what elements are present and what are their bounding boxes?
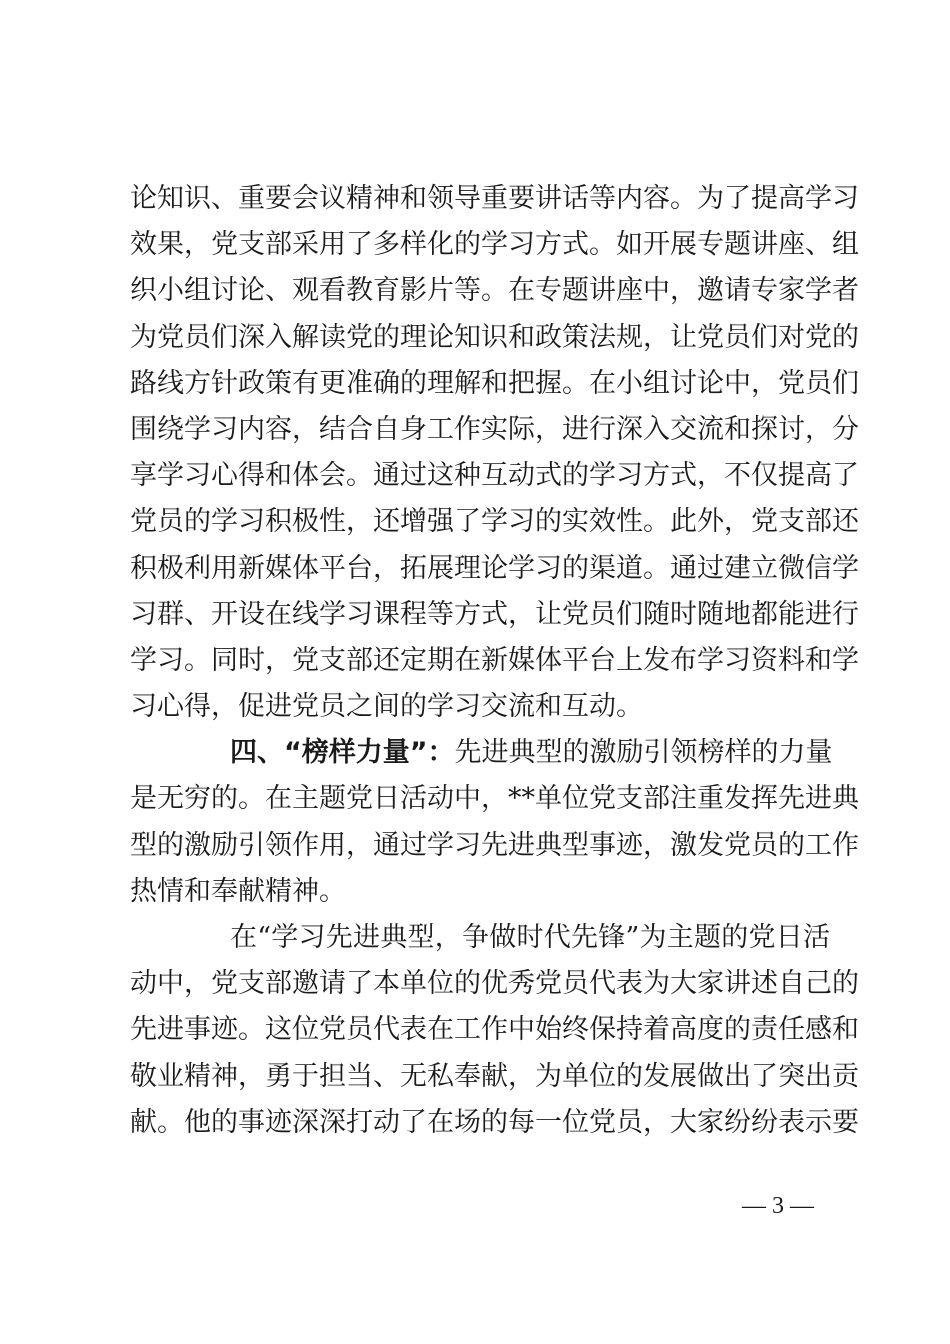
text-line: 习心得，促进党员之间的学习交流和互动。 <box>130 691 643 723</box>
text-line: 动中，党支部邀请了本单位的优秀党员代表为大家讲述自己的 <box>130 968 859 1000</box>
text-line: 效果，党支部采用了多样化的学习方式。如开展专题讲座、组 <box>130 229 859 261</box>
section-heading-line <box>130 730 833 776</box>
text-line: 热情和奉献精神。 <box>130 875 346 907</box>
text-line: 习群、开设在线学习课程等方式，让党员们随时随地都能进行 <box>130 598 859 630</box>
paragraph-first-line: 在“学习先进典型，争做时代先锋”为主题的党日活 <box>230 922 830 953</box>
text-line: 学习。同时，党支部还定期在新媒体平台上发布学习资料和学 <box>130 644 859 676</box>
text-line: 论知识、重要会议精神和领导重要讲话等内容。为了提高学习 <box>130 183 859 214</box>
text-line: 敬业精神，勇于担当、无私奉献，为单位的发展做出了突出贡 <box>130 1060 859 1092</box>
section-heading: 四、“榜样力量”： <box>230 737 455 769</box>
text-line: 是无穷的。在主题党日活动中，**单位党支部注重发挥先进典 <box>130 783 859 815</box>
text-line: 织小组讨论、观看教育影片等。在专题讲座中，邀请专家学者 <box>130 275 859 307</box>
text-line: 路线方针政策有更准确的理解和把握。在小组讨论中，党员们 <box>130 367 859 399</box>
text-line: 献。他的事迹深深打动了在场的每一位党员，大家纷纷表示要 <box>130 1106 859 1138</box>
text-line: 型的激励引领作用，通过学习先进典型事迹，激发党员的工作 <box>130 829 859 861</box>
text-line: 围绕学习内容，结合自身工作实际，进行深入交流和探讨，分 <box>130 413 859 445</box>
text-line: 党员的学习积极性，还增强了学习的实效性。此外，党支部还 <box>130 506 859 538</box>
section-heading-text: 先进典型的激励引领榜样的力量 <box>454 737 833 769</box>
page-number: — 3 — <box>742 1193 814 1219</box>
text-line: 先进事迹。这位党员代表在工作中始终保持着高度的责任感和 <box>130 1014 859 1046</box>
body-text <box>130 176 859 1146</box>
text-line: 为党员们深入解读党的理论知识和政策法规，让党员们对党的 <box>130 321 859 353</box>
text-line: 积极利用新媒体平台，拓展理论学习的渠道。通过建立微信学 <box>130 552 859 584</box>
text-line: 享学习心得和体会。通过这种互动式的学习方式，不仅提高了 <box>130 460 859 492</box>
